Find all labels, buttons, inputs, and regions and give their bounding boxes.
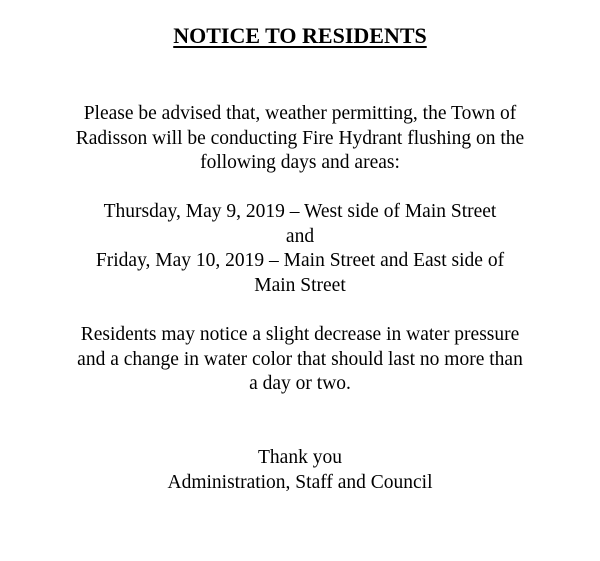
intro-line: following days and areas: xyxy=(200,152,400,173)
intro-paragraph xyxy=(40,102,560,176)
pressure-line: Residents may notice a slight decrease in water pressure xyxy=(80,324,520,345)
closing-signature xyxy=(40,446,560,495)
schedule-day-1: Thursday, May 9, 2019 – West side of Main Street xyxy=(103,201,497,222)
intro-line: Please be advised that, weather permitting, the Town of xyxy=(83,103,517,124)
flushing-schedule xyxy=(40,200,560,298)
intro-line: Radisson will be conducting Fire Hydrant flushing on the xyxy=(75,127,525,149)
pressure-paragraph xyxy=(40,323,560,397)
pressure-line: and a change in water color that should last no more than xyxy=(77,348,523,370)
thank-you: Thank you xyxy=(258,447,342,468)
schedule-connector: and xyxy=(285,225,315,247)
pressure-line: a day or two. xyxy=(249,373,351,394)
notice-title: NOTICE TO RESIDENTS xyxy=(173,23,427,48)
schedule-day-2-cont: Main Street xyxy=(254,274,346,296)
signatories: Administration, Staff and Council xyxy=(167,471,433,493)
schedule-day-2: Friday, May 10, 2019 – Main Street and East side of xyxy=(95,250,505,271)
